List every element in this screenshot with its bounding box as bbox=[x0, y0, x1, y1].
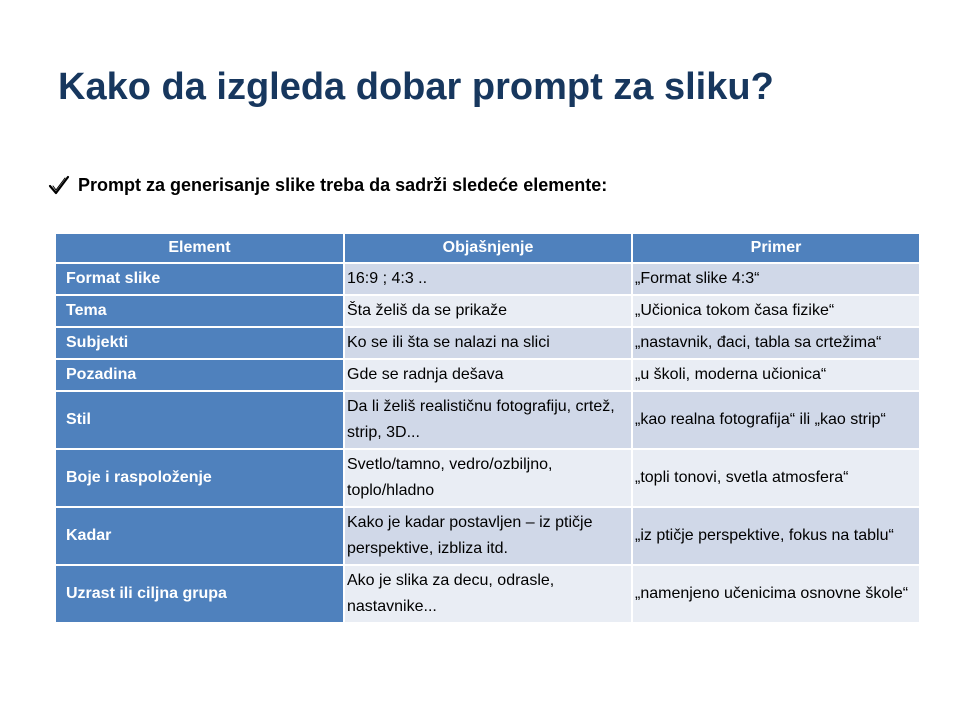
example-cell: „iz ptičje perspektive, fokus na tablu“ bbox=[632, 507, 920, 565]
table-row bbox=[56, 327, 920, 359]
element-cell: Subjekti bbox=[56, 327, 344, 359]
example-cell: „topli tonovi, svetla atmosfera“ bbox=[632, 449, 920, 507]
table-row bbox=[56, 295, 920, 327]
explanation-cell: Svetlo/tamno, vedro/ozbiljno, toplo/hladno bbox=[344, 449, 632, 507]
explanation-cell: Ko se ili šta se nalazi na slici bbox=[344, 327, 632, 359]
element-cell: Boje i raspoloženje bbox=[56, 449, 344, 507]
explanation-cell: Šta želiš da se prikaže bbox=[344, 295, 632, 327]
explanation-cell: Da li želiš realističnu fotografiju, crtež, strip, 3D... bbox=[344, 391, 632, 449]
bullet-text: Prompt za generisanje slike treba da sadrži sledeće elemente: bbox=[78, 174, 608, 195]
header-element: Element bbox=[56, 234, 344, 263]
bullet-line bbox=[48, 174, 607, 196]
table-row bbox=[56, 263, 920, 295]
element-cell: Uzrast ili ciljna grupa bbox=[56, 565, 344, 623]
element-cell: Tema bbox=[56, 295, 344, 327]
table-row bbox=[56, 359, 920, 391]
table-row bbox=[56, 391, 920, 449]
table-row bbox=[56, 565, 920, 623]
check-icon bbox=[48, 174, 70, 196]
prompt-elements-table bbox=[56, 234, 921, 624]
example-cell: „kao realna fotografija“ ili „kao strip“ bbox=[632, 391, 920, 449]
explanation-cell: 16:9 ; 4:3 .. bbox=[344, 263, 632, 295]
table-row bbox=[56, 507, 920, 565]
table-row bbox=[56, 449, 920, 507]
header-example: Primer bbox=[632, 234, 920, 263]
slide-title: Kako da izgleda dobar prompt za sliku? bbox=[58, 66, 774, 108]
element-cell: Kadar bbox=[56, 507, 344, 565]
table-header-row bbox=[56, 234, 920, 263]
element-cell: Format slike bbox=[56, 263, 344, 295]
header-explanation: Objašnjenje bbox=[344, 234, 632, 263]
example-cell: „Učionica tokom časa fizike“ bbox=[632, 295, 920, 327]
explanation-cell: Ako je slika za decu, odrasle, nastavnike... bbox=[344, 565, 632, 623]
example-cell: „namenjeno učenicima osnovne škole“ bbox=[632, 565, 920, 623]
element-cell: Pozadina bbox=[56, 359, 344, 391]
example-cell: „u školi, moderna učionica“ bbox=[632, 359, 920, 391]
explanation-cell: Kako je kadar postavljen – iz ptičje perspektive, izbliza itd. bbox=[344, 507, 632, 565]
example-cell: „nastavnik, đaci, tabla sa crtežima“ bbox=[632, 327, 920, 359]
explanation-cell: Gde se radnja dešava bbox=[344, 359, 632, 391]
example-cell: „Format slike 4:3“ bbox=[632, 263, 920, 295]
element-cell: Stil bbox=[56, 391, 344, 449]
